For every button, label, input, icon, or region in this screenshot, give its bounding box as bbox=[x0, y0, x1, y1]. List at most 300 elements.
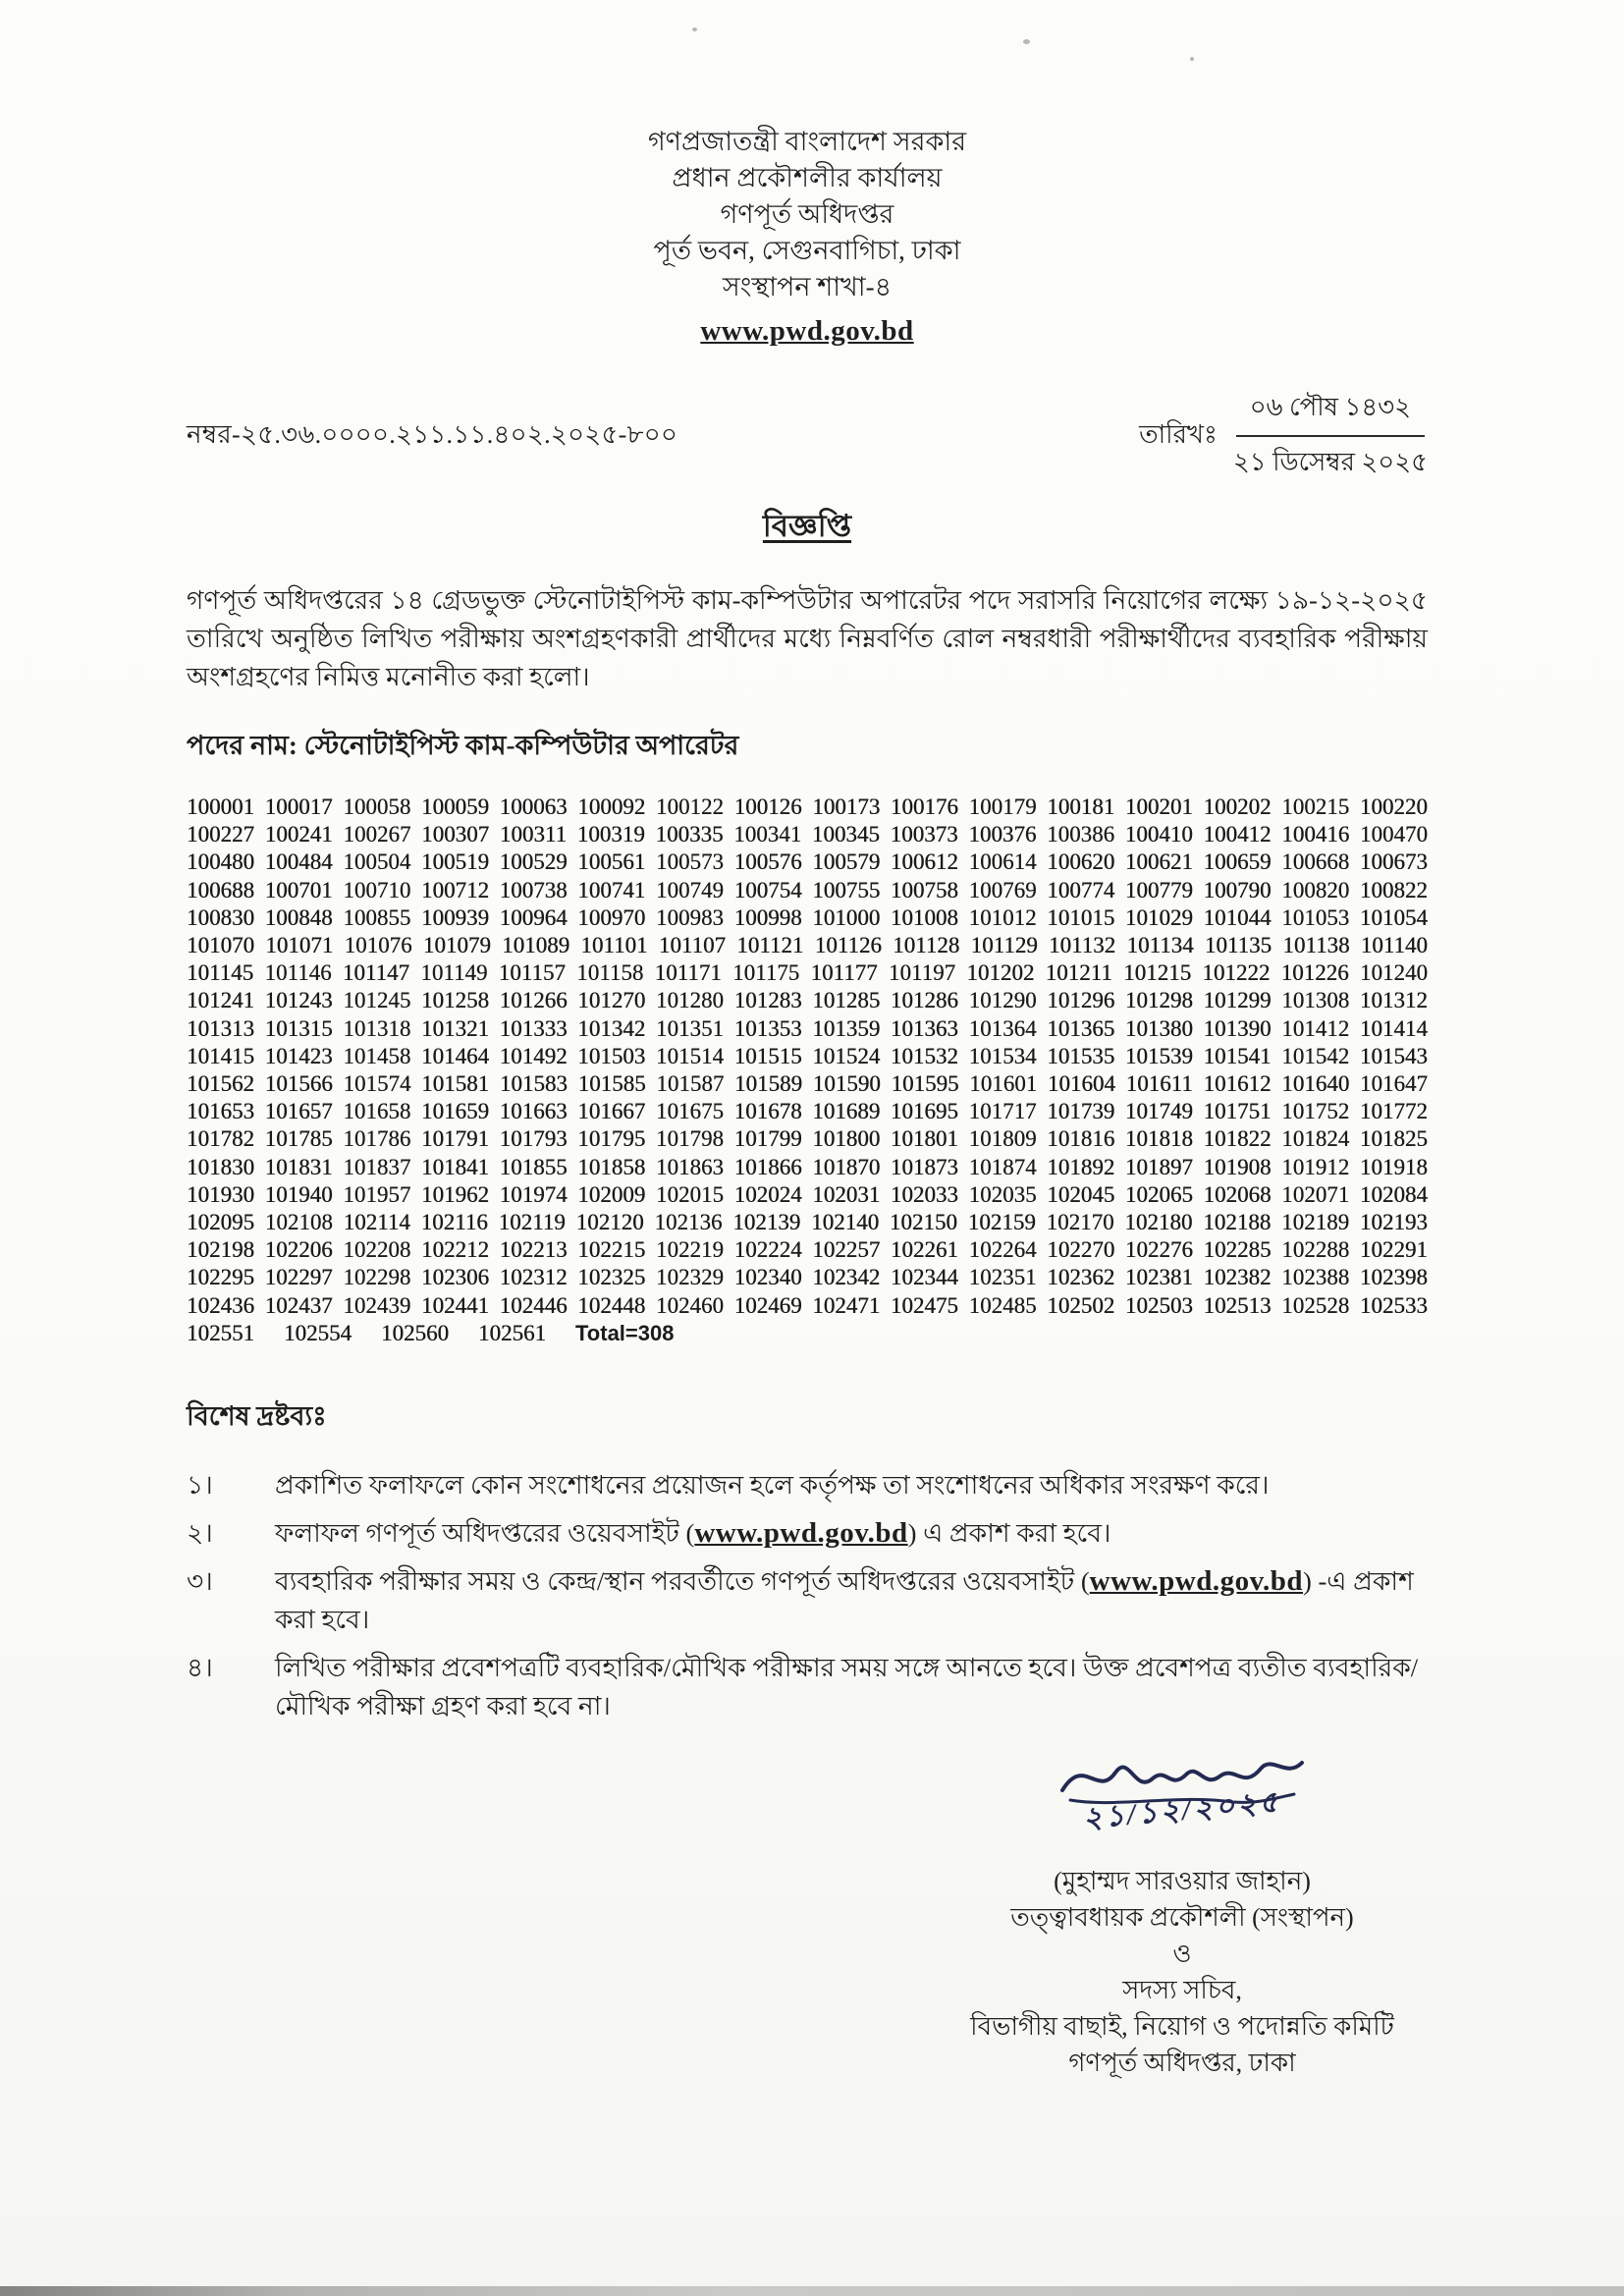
roll-number: 101587 bbox=[656, 1071, 725, 1097]
roll-number: 101266 bbox=[499, 988, 568, 1013]
roll-number: 102035 bbox=[968, 1181, 1037, 1207]
roll-number: 102045 bbox=[1047, 1181, 1115, 1207]
roll-number: 101940 bbox=[264, 1181, 333, 1207]
roll-number: 102180 bbox=[1124, 1210, 1193, 1235]
note-number: ২। bbox=[187, 1518, 213, 1549]
roll-number: 101818 bbox=[1124, 1126, 1193, 1152]
signatory-committee: বিভাগীয় বাছাই, নিয়োগ ও পদোন্নতি কমিটি bbox=[970, 2012, 1394, 2042]
notice-body: গণপূর্ত অধিদপ্তরের ১৪ গ্রেডভুক্ত স্টেনোটাইপিস্ট কাম-কম্পিউটার অপারেটর পদে সরাসরি নিয়োগের লক্ষ্যে ১৯-১২-২০২৫ তারিখে অনুষ্ঠিত লিখিত পরীক্ষায় অংশগ্রহণকারী প্রার্থীদের মধ্যে নিম্নবর্ণিত রোল নম্বরধারী পরীক্ষার্থীদের ব্যবহারিক পরীক্ষায় অংশগ্রহণের নিমিত্ত মনোনীত করা হলো। bbox=[187, 585, 1428, 691]
roll-number: 100373 bbox=[890, 822, 958, 847]
roll-number: 101135 bbox=[1204, 933, 1272, 958]
roll-number: 102437 bbox=[264, 1292, 333, 1318]
note-text: প্রকাশিত ফলাফলে কোন সংশোধনের প্রয়োজন হলে কর্তৃপক্ষ তা সংশোধনের অধিকার সংরক্ষণ করে। bbox=[275, 1470, 1270, 1501]
roll-number: 101308 bbox=[1281, 988, 1350, 1013]
roll-number: 102460 bbox=[655, 1292, 724, 1318]
roll-number: 102193 bbox=[1359, 1210, 1428, 1235]
roll-number: 102264 bbox=[968, 1237, 1037, 1263]
roll-number: 100741 bbox=[577, 877, 646, 902]
roll-number: 101515 bbox=[733, 1043, 802, 1068]
note-item bbox=[187, 1466, 1428, 1504]
roll-number: 102528 bbox=[1281, 1292, 1350, 1318]
roll-number: 101412 bbox=[1281, 1015, 1350, 1041]
roll-number: 101126 bbox=[814, 933, 882, 958]
roll-number-row bbox=[187, 1043, 1428, 1070]
roll-number: 100561 bbox=[577, 849, 646, 875]
roll-number: 101541 bbox=[1203, 1043, 1272, 1068]
roll-number: 100126 bbox=[733, 794, 802, 819]
roll-number: 101351 bbox=[655, 1015, 724, 1041]
scanner-edge-artifact bbox=[0, 2286, 1624, 2296]
roll-number: 101240 bbox=[1359, 960, 1428, 986]
website-link: www.pwd.gov.bd bbox=[1089, 1565, 1304, 1598]
roll-number: 102362 bbox=[1047, 1265, 1115, 1290]
roll-number: 101782 bbox=[187, 1126, 254, 1152]
roll-number: 102291 bbox=[1359, 1237, 1428, 1263]
roll-number: 100176 bbox=[890, 794, 958, 819]
roll-number: 101054 bbox=[1359, 904, 1428, 930]
roll-number: 100267 bbox=[343, 822, 411, 847]
roll-number: 101008 bbox=[890, 904, 958, 930]
roll-number: 101798 bbox=[655, 1126, 724, 1152]
roll-number: 101795 bbox=[577, 1126, 646, 1152]
roll-number: 101581 bbox=[421, 1071, 490, 1097]
roll-number: 101542 bbox=[1281, 1043, 1350, 1068]
roll-number: 102446 bbox=[499, 1292, 568, 1318]
date-stack bbox=[1233, 387, 1428, 485]
memo-date-row bbox=[187, 387, 1428, 485]
date-label: তারিখঃ bbox=[1139, 420, 1218, 449]
roll-number: 100001 bbox=[187, 794, 254, 819]
roll-number: 100504 bbox=[343, 849, 411, 875]
roll-number: 101870 bbox=[812, 1154, 881, 1179]
roll-number: 102298 bbox=[343, 1265, 411, 1290]
roll-number: 100215 bbox=[1281, 794, 1350, 819]
roll-number: 101359 bbox=[812, 1015, 881, 1041]
roll-number-row bbox=[187, 1292, 1428, 1320]
note-text: লিখিত পরীক্ষার প্রবেশপত্রটি ব্যবহারিক/মৌখিক পরীক্ষার সময় সঙ্গে আনতে হবে। উক্ত প্রবেশপত্র ব্যতীত ব্যবহারিক/মৌখিক পরীক্ষা গ্রহণ করা হবে না। bbox=[275, 1653, 1419, 1722]
roll-number: 101414 bbox=[1359, 1015, 1428, 1041]
roll-number: 101874 bbox=[968, 1154, 1037, 1179]
roll-number: 100579 bbox=[812, 849, 881, 875]
roll-number: 101822 bbox=[1203, 1126, 1272, 1152]
roll-number: 100181 bbox=[1047, 794, 1115, 819]
roll-number: 101809 bbox=[968, 1126, 1037, 1152]
roll-number: 102213 bbox=[499, 1237, 568, 1263]
roll-number: 101312 bbox=[1359, 988, 1428, 1013]
roll-number: 101321 bbox=[420, 1015, 489, 1041]
roll-number: 102285 bbox=[1203, 1237, 1272, 1263]
signatory-department: গণপূর্ত অধিদপ্তর, ঢাকা bbox=[1068, 2049, 1296, 2078]
roll-number: 100529 bbox=[499, 849, 568, 875]
roll-number: 100412 bbox=[1203, 822, 1272, 847]
roll-number: 102485 bbox=[968, 1292, 1037, 1318]
roll-number: 101313 bbox=[187, 1015, 254, 1041]
roll-number: 101892 bbox=[1047, 1154, 1115, 1179]
roll-number: 100416 bbox=[1281, 822, 1350, 847]
roll-number: 102471 bbox=[812, 1292, 881, 1318]
roll-number: 102381 bbox=[1124, 1265, 1193, 1290]
roll-number: 101070 bbox=[187, 933, 254, 958]
roll-number: 101772 bbox=[1359, 1099, 1428, 1124]
roll-number: 101318 bbox=[343, 1015, 411, 1041]
roll-number: 101211 bbox=[1045, 960, 1112, 986]
roll-number: 101121 bbox=[736, 933, 804, 958]
roll-number: 100201 bbox=[1124, 794, 1193, 819]
roll-number: 102270 bbox=[1047, 1237, 1115, 1263]
website-link: www.pwd.gov.bd bbox=[700, 315, 914, 347]
roll-number: 101534 bbox=[968, 1043, 1037, 1068]
roll-number: 101079 bbox=[422, 933, 491, 958]
date-gregorian: ২১ ডিসেম্বর ২০২৫ bbox=[1232, 448, 1428, 476]
roll-number: 102188 bbox=[1203, 1210, 1272, 1235]
roll-number: 101197 bbox=[888, 960, 956, 986]
roll-number: 102439 bbox=[343, 1292, 411, 1318]
roll-number: 101908 bbox=[1203, 1154, 1272, 1179]
department-name: গণপূর্ত অধিদপ্তর bbox=[720, 199, 894, 229]
branch-name: সংস্থাপন শাখা-৪ bbox=[722, 272, 893, 301]
roll-number: 101298 bbox=[1124, 988, 1193, 1013]
roll-number: 102065 bbox=[1124, 1181, 1193, 1207]
roll-number: 101299 bbox=[1203, 988, 1272, 1013]
office-name: প্রধান প্রকৌশলীর কার্যালয় bbox=[672, 163, 943, 192]
roll-number: 101837 bbox=[343, 1154, 411, 1179]
roll-number: 100307 bbox=[421, 822, 490, 847]
roll-number: 101029 bbox=[1124, 904, 1193, 930]
roll-number: 101158 bbox=[576, 960, 644, 986]
roll-number: 101653 bbox=[187, 1099, 254, 1124]
roll-number: 101342 bbox=[577, 1015, 646, 1041]
roll-number: 102150 bbox=[889, 1210, 957, 1235]
roll-number: 102340 bbox=[733, 1265, 802, 1290]
roll-number: 100092 bbox=[577, 794, 646, 819]
roll-number: 101535 bbox=[1047, 1043, 1115, 1068]
roll-number: 101076 bbox=[344, 933, 412, 958]
roll-number: 100983 bbox=[655, 904, 724, 930]
roll-number: 102325 bbox=[577, 1265, 646, 1290]
roll-number: 101801 bbox=[890, 1126, 958, 1152]
roll-number: 100998 bbox=[733, 904, 802, 930]
roll-number: 102257 bbox=[812, 1237, 881, 1263]
roll-number: 101524 bbox=[812, 1043, 881, 1068]
roll-number: 100749 bbox=[655, 877, 724, 902]
roll-number: 102469 bbox=[733, 1292, 802, 1318]
roll-number: 101663 bbox=[499, 1099, 568, 1124]
roll-number: 101791 bbox=[420, 1126, 489, 1152]
roll-number: 101286 bbox=[890, 988, 958, 1013]
roll-number: 101647 bbox=[1359, 1071, 1428, 1097]
roll-number: 101786 bbox=[343, 1126, 411, 1152]
roll-number: 101657 bbox=[264, 1099, 333, 1124]
roll-number: 101930 bbox=[187, 1181, 254, 1207]
roll-number-row bbox=[187, 1209, 1428, 1236]
roll-number: 100480 bbox=[187, 849, 254, 875]
roll-number: 102288 bbox=[1281, 1237, 1350, 1263]
signature-block bbox=[937, 1741, 1428, 2081]
roll-number: 100059 bbox=[420, 794, 489, 819]
roll-number: 100335 bbox=[655, 822, 724, 847]
roll-number: 101012 bbox=[968, 904, 1037, 930]
roll-number: 101866 bbox=[733, 1154, 802, 1179]
roll-number: 102398 bbox=[1359, 1265, 1428, 1290]
roll-number: 101612 bbox=[1203, 1071, 1272, 1097]
roll-number: 102215 bbox=[577, 1237, 646, 1263]
roll-number: 101739 bbox=[1047, 1099, 1115, 1124]
roll-number: 102015 bbox=[655, 1181, 724, 1207]
roll-number: 102114 bbox=[343, 1210, 410, 1235]
roll-number: 100830 bbox=[187, 904, 254, 930]
roll-number: 101315 bbox=[264, 1015, 333, 1041]
roll-number: 102009 bbox=[577, 1181, 646, 1207]
roll-number-row bbox=[187, 1154, 1428, 1181]
roll-number: 100376 bbox=[968, 822, 1037, 847]
signature-date-handwritten: ২১/১২/২০২৫ bbox=[1081, 1785, 1283, 1835]
roll-number: 101283 bbox=[733, 988, 802, 1013]
roll-number: 101000 bbox=[812, 904, 881, 930]
roll-number: 102140 bbox=[811, 1210, 880, 1235]
roll-number: 100573 bbox=[655, 849, 724, 875]
roll-number-row bbox=[187, 904, 1428, 932]
roll-number: 101222 bbox=[1202, 960, 1271, 986]
roll-number: 101841 bbox=[420, 1154, 489, 1179]
roll-number: 102189 bbox=[1281, 1210, 1350, 1235]
roll-number: 101128 bbox=[893, 933, 960, 958]
roll-number: 101390 bbox=[1203, 1015, 1272, 1041]
special-notes-heading: বিশেষ দ্রষ্টব্যঃ bbox=[187, 1401, 327, 1432]
roll-number: 100319 bbox=[576, 822, 645, 847]
roll-number: 102306 bbox=[420, 1265, 489, 1290]
roll-number: 102342 bbox=[812, 1265, 881, 1290]
scan-speck bbox=[1190, 57, 1194, 61]
roll-number: 102297 bbox=[264, 1265, 333, 1290]
roll-number: 101800 bbox=[812, 1126, 881, 1152]
roll-number: 101415 bbox=[187, 1043, 254, 1068]
roll-number: 101353 bbox=[733, 1015, 802, 1041]
roll-number: 100701 bbox=[264, 877, 333, 902]
roll-number: 102561 bbox=[478, 1320, 546, 1345]
roll-number: 101562 bbox=[187, 1071, 254, 1097]
roll-number: 100470 bbox=[1359, 822, 1428, 847]
roll-number: 101590 bbox=[812, 1071, 881, 1097]
roll-number: 101202 bbox=[966, 960, 1035, 986]
roll-number: 101147 bbox=[342, 960, 410, 986]
roll-number: 101863 bbox=[655, 1154, 724, 1179]
roll-number: 101175 bbox=[732, 960, 800, 986]
roll-number: 101514 bbox=[655, 1043, 724, 1068]
roll-number: 102329 bbox=[655, 1265, 724, 1290]
roll-number: 102024 bbox=[733, 1181, 802, 1207]
roll-number-row bbox=[187, 821, 1428, 848]
roll-number: 102033 bbox=[890, 1181, 958, 1207]
government-name: গণপ্রজাতন্ত্রী বাংলাদেশ সরকার bbox=[647, 127, 967, 156]
roll-number: 101138 bbox=[1282, 933, 1350, 958]
office-address: পূর্ত ভবন, সেগুনবাগিচা, ঢাকা bbox=[653, 236, 961, 265]
roll-number: 101659 bbox=[420, 1099, 489, 1124]
roll-number: 101717 bbox=[968, 1099, 1037, 1124]
roll-number-row bbox=[187, 1320, 1428, 1347]
roll-number: 101365 bbox=[1047, 1015, 1115, 1041]
roll-number: 100774 bbox=[1047, 877, 1115, 902]
roll-number: 101543 bbox=[1359, 1043, 1428, 1068]
roll-number: 100710 bbox=[343, 877, 411, 902]
note-item bbox=[187, 1649, 1428, 1725]
roll-number: 102136 bbox=[654, 1210, 723, 1235]
roll-number: 102206 bbox=[264, 1237, 333, 1263]
note-number: ১। bbox=[187, 1470, 213, 1501]
roll-number-row bbox=[187, 1236, 1428, 1264]
roll-number: 100621 bbox=[1124, 849, 1193, 875]
roll-number: 102551 bbox=[187, 1320, 254, 1345]
roll-number: 101243 bbox=[264, 988, 333, 1013]
roll-number-row bbox=[187, 1070, 1428, 1098]
roll-number: 101678 bbox=[733, 1099, 802, 1124]
roll-number: 101015 bbox=[1047, 904, 1115, 930]
roll-number: 101601 bbox=[969, 1071, 1038, 1097]
roll-number: 102224 bbox=[733, 1237, 802, 1263]
roll-number: 101595 bbox=[891, 1071, 959, 1097]
roll-number: 101101 bbox=[580, 933, 648, 958]
roll-number: 101589 bbox=[734, 1071, 803, 1097]
roll-number: 100758 bbox=[890, 877, 958, 902]
roll-number: 100576 bbox=[733, 849, 802, 875]
roll-number: 101285 bbox=[812, 988, 881, 1013]
roll-number: 100058 bbox=[343, 794, 411, 819]
roll-number: 102031 bbox=[812, 1181, 881, 1207]
roll-number: 102533 bbox=[1359, 1292, 1428, 1318]
roll-number: 101380 bbox=[1124, 1015, 1193, 1041]
roll-number: 100673 bbox=[1359, 849, 1428, 875]
roll-number: 100122 bbox=[655, 794, 724, 819]
roll-number-row bbox=[187, 987, 1428, 1014]
roll-number: 101825 bbox=[1359, 1126, 1428, 1152]
signatory-designation: তত্ত্বাবধায়ক প্রকৌশলী (সংস্থাপন) bbox=[1010, 1903, 1354, 1933]
roll-number: 102139 bbox=[732, 1210, 801, 1235]
roll-number: 101423 bbox=[264, 1043, 333, 1068]
roll-number: 100939 bbox=[420, 904, 489, 930]
roll-number: 101241 bbox=[187, 988, 254, 1013]
roll-number: 100855 bbox=[343, 904, 411, 930]
roll-number: 101658 bbox=[343, 1099, 411, 1124]
roll-number: 101149 bbox=[420, 960, 488, 986]
roll-number: 100769 bbox=[968, 877, 1037, 902]
signatory-role: সদস্য সচিব, bbox=[1122, 1976, 1242, 2005]
roll-number: 101333 bbox=[499, 1015, 568, 1041]
roll-number-row bbox=[187, 1125, 1428, 1153]
roll-number: 100688 bbox=[187, 877, 254, 902]
roll-number: 101918 bbox=[1359, 1154, 1428, 1179]
roll-number: 101667 bbox=[577, 1099, 646, 1124]
roll-number-row bbox=[187, 959, 1428, 987]
roll-number: 102382 bbox=[1203, 1265, 1272, 1290]
roll-number: 102095 bbox=[187, 1210, 254, 1235]
roll-number: 102441 bbox=[420, 1292, 489, 1318]
roll-number: 100173 bbox=[812, 794, 881, 819]
roll-number: 101245 bbox=[343, 988, 411, 1013]
signatory-and: ও bbox=[1172, 1940, 1192, 1969]
roll-number: 102116 bbox=[420, 1210, 488, 1235]
date-bengali-calendar: ০৬ পৌষ ১৪৩২ bbox=[1236, 387, 1425, 437]
roll-number: 101689 bbox=[812, 1099, 881, 1124]
website-link: www.pwd.gov.bd bbox=[694, 1517, 908, 1550]
roll-number: 102312 bbox=[499, 1265, 568, 1290]
roll-number: 100063 bbox=[499, 794, 568, 819]
roll-number: 101785 bbox=[264, 1126, 333, 1152]
roll-number: 102560 bbox=[381, 1320, 449, 1345]
roll-number: 101129 bbox=[970, 933, 1038, 958]
roll-number: 101146 bbox=[264, 960, 332, 986]
roll-number: 100484 bbox=[264, 849, 333, 875]
roll-number: 102261 bbox=[890, 1237, 958, 1263]
roll-number: 100017 bbox=[264, 794, 333, 819]
roll-number: 101855 bbox=[499, 1154, 568, 1179]
roll-number: 102120 bbox=[575, 1210, 644, 1235]
roll-number: 100822 bbox=[1359, 877, 1428, 902]
scan-speck bbox=[692, 27, 697, 31]
roll-number: 102170 bbox=[1046, 1210, 1114, 1235]
roll-number: 101296 bbox=[1047, 988, 1115, 1013]
roll-number: 102108 bbox=[264, 1210, 333, 1235]
scan-speck bbox=[1023, 39, 1030, 44]
roll-number: 101830 bbox=[187, 1154, 254, 1179]
roll-number: 102388 bbox=[1281, 1265, 1350, 1290]
roll-number: 101695 bbox=[890, 1099, 958, 1124]
roll-number: 101640 bbox=[1281, 1071, 1350, 1097]
note-item bbox=[187, 1562, 1428, 1639]
letterhead bbox=[187, 124, 1428, 350]
roll-number-row bbox=[187, 793, 1428, 821]
roll-number: 100820 bbox=[1281, 877, 1350, 902]
roll-number: 101492 bbox=[499, 1043, 568, 1068]
roll-number: 101053 bbox=[1281, 904, 1350, 930]
roll-number: 102219 bbox=[655, 1237, 724, 1263]
roll-number: 101290 bbox=[968, 988, 1037, 1013]
roll-number: 101140 bbox=[1360, 933, 1428, 958]
roll-number: 101912 bbox=[1281, 1154, 1350, 1179]
roll-number: 101974 bbox=[499, 1181, 568, 1207]
roll-number: 101566 bbox=[264, 1071, 333, 1097]
roll-number: 101793 bbox=[499, 1126, 568, 1152]
roll-number: 100519 bbox=[420, 849, 489, 875]
roll-number: 100970 bbox=[577, 904, 646, 930]
roll-number: 100848 bbox=[264, 904, 333, 930]
roll-number: 101464 bbox=[420, 1043, 489, 1068]
roll-number: 102554 bbox=[284, 1320, 352, 1345]
roll-number-list bbox=[187, 793, 1428, 1347]
roll-number: 101824 bbox=[1281, 1126, 1350, 1152]
roll-number-row bbox=[187, 932, 1428, 959]
total-count: Total=308 bbox=[575, 1320, 675, 1345]
roll-number: 100202 bbox=[1203, 794, 1272, 819]
roll-number: 101749 bbox=[1124, 1099, 1193, 1124]
note-text: ফলাফল গণপূর্ত অধিদপ্তরের ওয়েবসাইট (www.pwd.gov.bd) এ প্রকাশ করা হবে। bbox=[275, 1517, 1111, 1550]
roll-number: 100612 bbox=[890, 849, 958, 875]
post-name: পদের নাম: স্টেনোটাইপিস্ট কাম-কম্পিউটার অপারেটর bbox=[187, 731, 739, 760]
roll-number: 101364 bbox=[968, 1015, 1037, 1041]
roll-number-row bbox=[187, 1015, 1428, 1043]
roll-number: 101044 bbox=[1203, 904, 1272, 930]
special-notes-list bbox=[187, 1466, 1428, 1725]
roll-number-row bbox=[187, 1098, 1428, 1125]
roll-number: 101226 bbox=[1280, 960, 1349, 986]
roll-number: 101604 bbox=[1047, 1071, 1115, 1097]
roll-number: 100754 bbox=[733, 877, 802, 902]
note-text: ব্যবহারিক পরীক্ষার সময় ও কেন্দ্র/স্থান পরবর্তীতে গণপূর্ত অধিদপ্তরের ওয়েবসাইট (www.pwd.gov.bd) -এ প্রকাশ করা হবে। bbox=[275, 1565, 1414, 1635]
roll-number: 101503 bbox=[577, 1043, 646, 1068]
roll-number: 102071 bbox=[1281, 1181, 1350, 1207]
roll-number: 101611 bbox=[1125, 1071, 1193, 1097]
roll-number: 102068 bbox=[1203, 1181, 1272, 1207]
roll-number: 100755 bbox=[812, 877, 881, 902]
roll-number: 102351 bbox=[968, 1265, 1037, 1290]
